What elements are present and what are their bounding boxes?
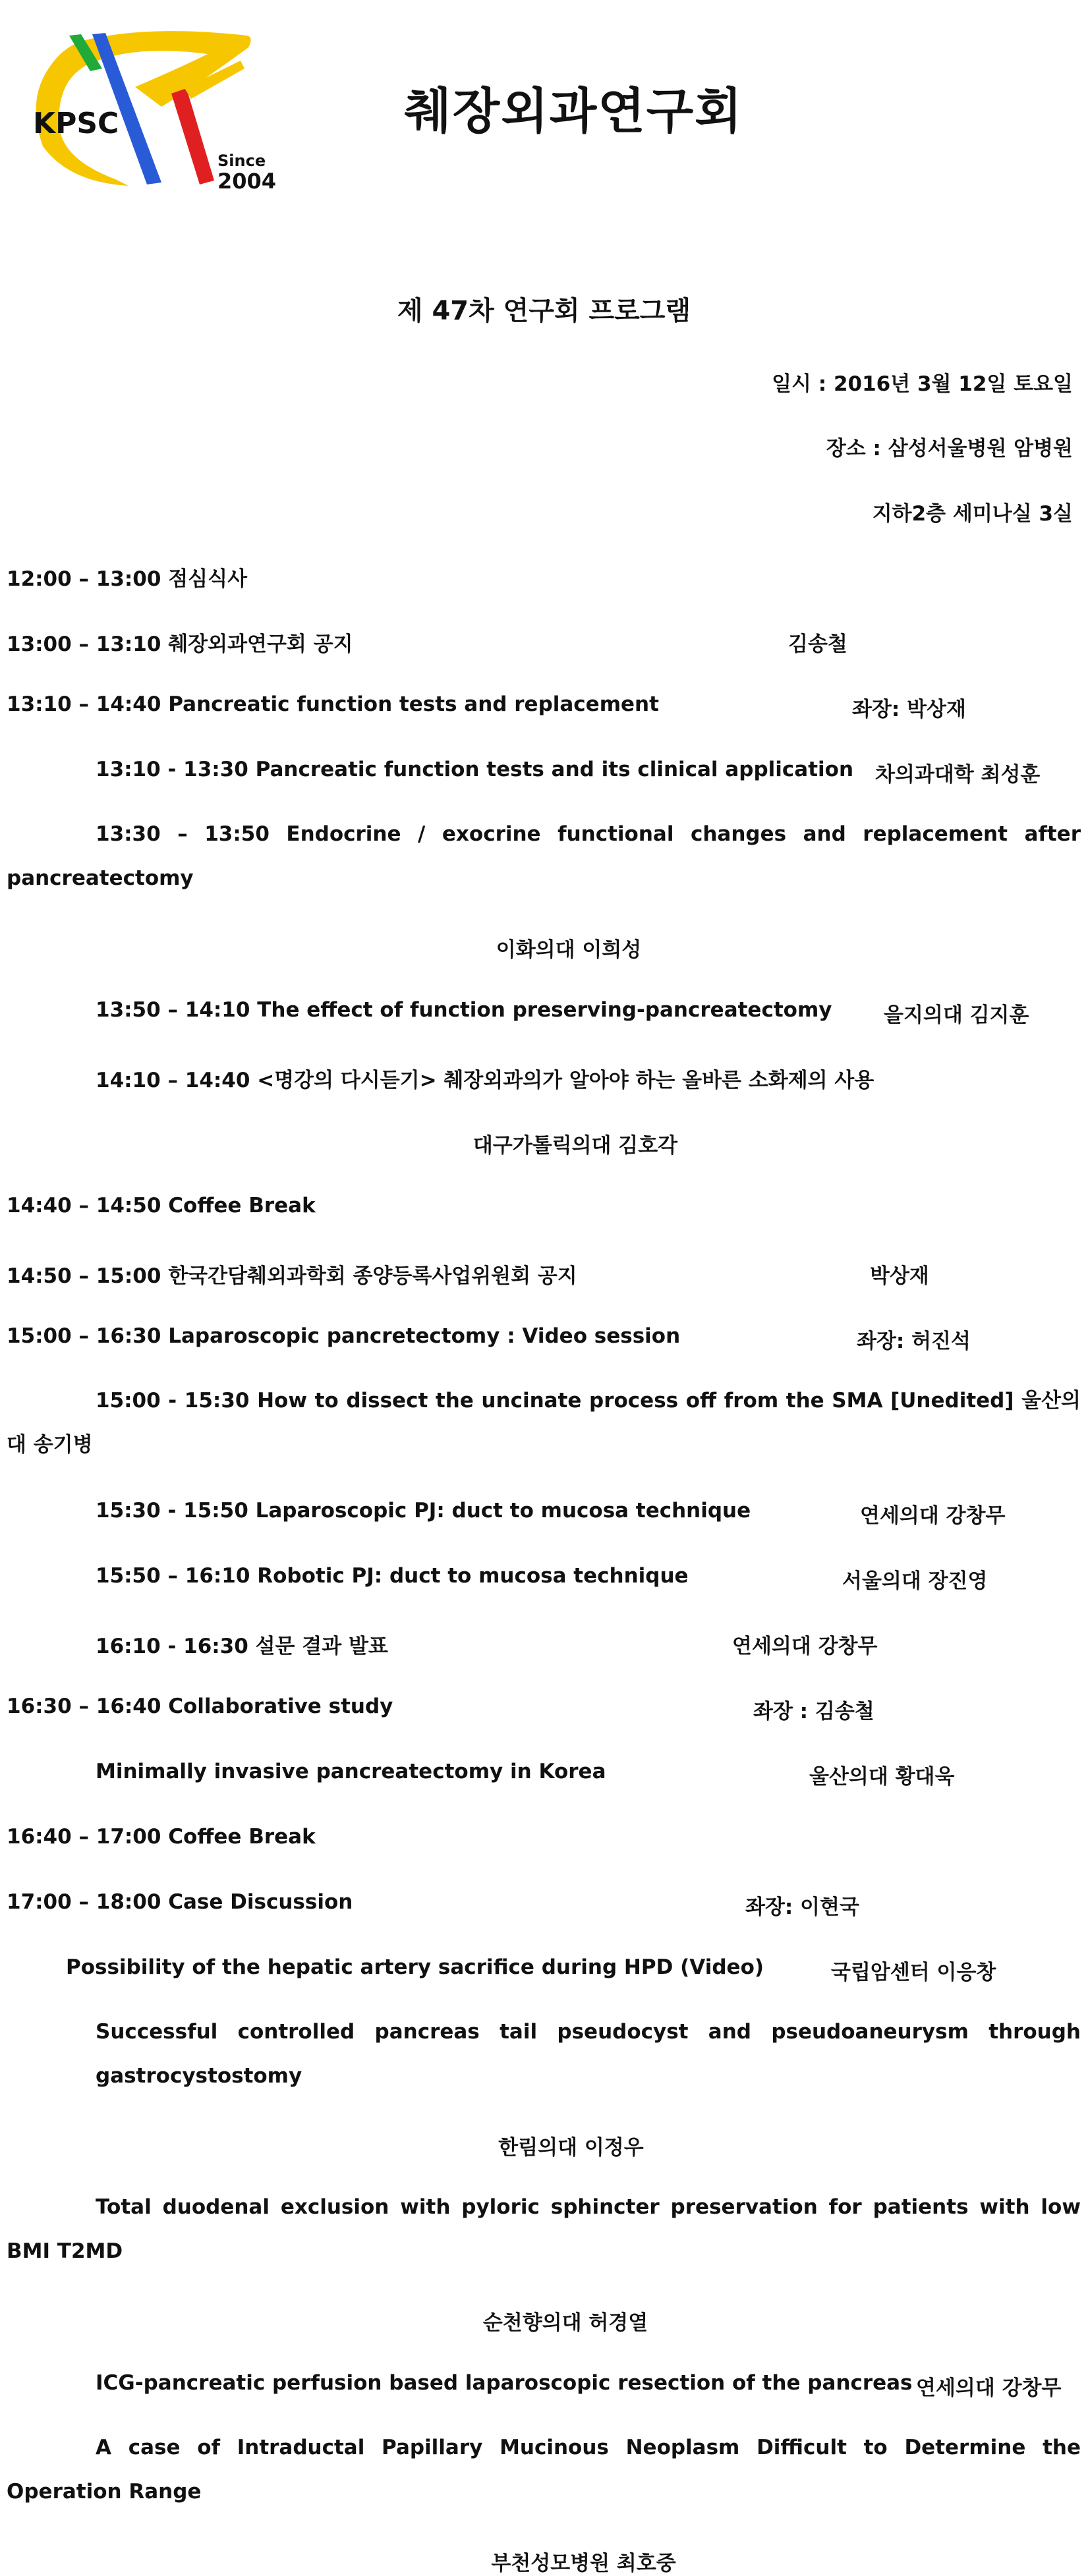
case-ipmn-speaker: 부천성모병원 최호중 bbox=[491, 2552, 676, 2575]
case-duodenal-exclusion: Total duodenal exclusion with pyloric sphincter preservation for patients with low BMI T2MD bbox=[7, 2195, 1081, 2263]
talk-survey-speaker: 연세의대 강창무 bbox=[732, 1635, 878, 1658]
event-venue: 장소 : 삼성서울병원 암병원 bbox=[826, 437, 1073, 461]
talk-robotic-pj-speaker: 서울의대 장진영 bbox=[842, 1569, 988, 1593]
talk-lap-pj: 15:30 - 15:50 Laparoscopic PJ: duct to mucosa technique bbox=[96, 1499, 751, 1523]
program-subtitle: 제 47차 연구회 프로그램 bbox=[397, 296, 691, 326]
session-collaborative: 16:30 – 16:40 Collaborative study bbox=[7, 1694, 393, 1718]
session-video: 15:00 – 16:30 Laparoscopic pancretectomy : Video session bbox=[7, 1324, 681, 1348]
session-coffee-1: 14:40 – 14:50 Coffee Break bbox=[7, 1194, 316, 1218]
session-registry-notice: 14:50 – 15:00 한국간담췌외과학회 종양등록사업위원회 공지 bbox=[7, 1264, 577, 1288]
logo-year: 2004 bbox=[217, 169, 277, 194]
session-lunch: 12:00 – 13:00 점심식사 bbox=[7, 567, 248, 591]
talk-uncinate: 15:00 - 15:30 How to dissect the uncinate process off from the SMA [Unedited] 울산의대 송기병 bbox=[7, 1389, 1081, 1457]
session-collaborative-chair: 좌장 : 김송철 bbox=[753, 1700, 874, 1723]
case-pseudocyst: Successful controlled pancreas tail pseudocyst and pseudoaneurysm through gastrocystostomy bbox=[96, 2020, 1081, 2088]
case-pseudocyst-speaker: 한림의대 이정우 bbox=[498, 2136, 644, 2160]
logo-abbr: KPSC bbox=[33, 107, 119, 140]
session-video-chair: 좌장: 허진석 bbox=[857, 1330, 971, 1353]
case-icg-perfusion: ICG-pancreatic perfusion based laparoscopic resection of the pancreas bbox=[96, 2371, 913, 2395]
talk-function-tests-speaker: 차의과대학 최성훈 bbox=[875, 763, 1041, 787]
case-icg-perfusion-speaker: 연세의대 강창무 bbox=[916, 2376, 1062, 2400]
talk-digestive-enzyme-speaker: 대구가톨릭의대 김호각 bbox=[472, 1134, 678, 1158]
talk-endocrine-exocrine-speaker: 이화의대 이희성 bbox=[496, 938, 642, 962]
session-notice-person: 김송철 bbox=[788, 632, 847, 656]
case-hepatic-artery-speaker: 국립암센터 이응창 bbox=[831, 1961, 996, 1984]
session-function: 13:10 – 14:40 Pancreatic function tests and replacement bbox=[7, 692, 659, 716]
talk-endocrine-exocrine: 13:30 – 13:50 Endocrine / exocrine functional changes and replacement after pancreatectomy bbox=[7, 822, 1081, 890]
talk-digestive-enzyme: 14:10 – 14:40 <명강의 다시듣기> 췌장외과의가 알아야 하는 올바른 소화제의 사용 bbox=[96, 1069, 874, 1092]
talk-function-preserving-speaker: 을지의대 김지훈 bbox=[884, 1003, 1029, 1027]
talk-mip-korea-speaker: 울산의대 황대욱 bbox=[809, 1765, 955, 1789]
session-notice: 13:00 – 13:10 췌장외과연구회 공지 bbox=[7, 632, 353, 656]
page-title: 췌장외과연구회 bbox=[404, 83, 743, 140]
case-duodenal-exclusion-speaker: 순천향의대 허경열 bbox=[482, 2311, 648, 2335]
case-hepatic-artery: Possibility of the hepatic artery sacrifice during HPD (Video) bbox=[66, 1955, 764, 1979]
session-case-discussion: 17:00 – 18:00 Case Discussion bbox=[7, 1890, 353, 1914]
case-ipmn: A case of Intraductal Papillary Mucinous Neoplasm Difficult to Determine the Operation Range bbox=[7, 2436, 1081, 2504]
session-registry-notice-person: 박상재 bbox=[870, 1264, 929, 1288]
logo-since: Since bbox=[217, 152, 266, 170]
session-case-discussion-chair: 좌장: 이현국 bbox=[745, 1895, 859, 1919]
talk-function-preserving: 13:50 – 14:10 The effect of function preserving-pancreatectomy bbox=[96, 998, 832, 1022]
talk-survey: 16:10 - 16:30 설문 결과 발표 bbox=[96, 1635, 388, 1658]
talk-function-tests: 13:10 - 13:30 Pancreatic function tests and its clinical application bbox=[96, 758, 854, 781]
event-room: 지하2층 세미나실 3실 bbox=[872, 502, 1073, 526]
talk-robotic-pj: 15:50 – 16:10 Robotic PJ: duct to mucosa technique bbox=[96, 1564, 689, 1588]
talk-mip-korea: Minimally invasive pancreatectomy in Korea bbox=[96, 1760, 606, 1783]
session-function-chair: 좌장: 박상재 bbox=[852, 698, 966, 721]
event-date: 일시 : 2016년 3월 12일 토요일 bbox=[772, 372, 1073, 396]
session-coffee-2: 16:40 – 17:00 Coffee Break bbox=[7, 1825, 316, 1849]
talk-lap-pj-speaker: 연세의대 강창무 bbox=[860, 1504, 1006, 1528]
